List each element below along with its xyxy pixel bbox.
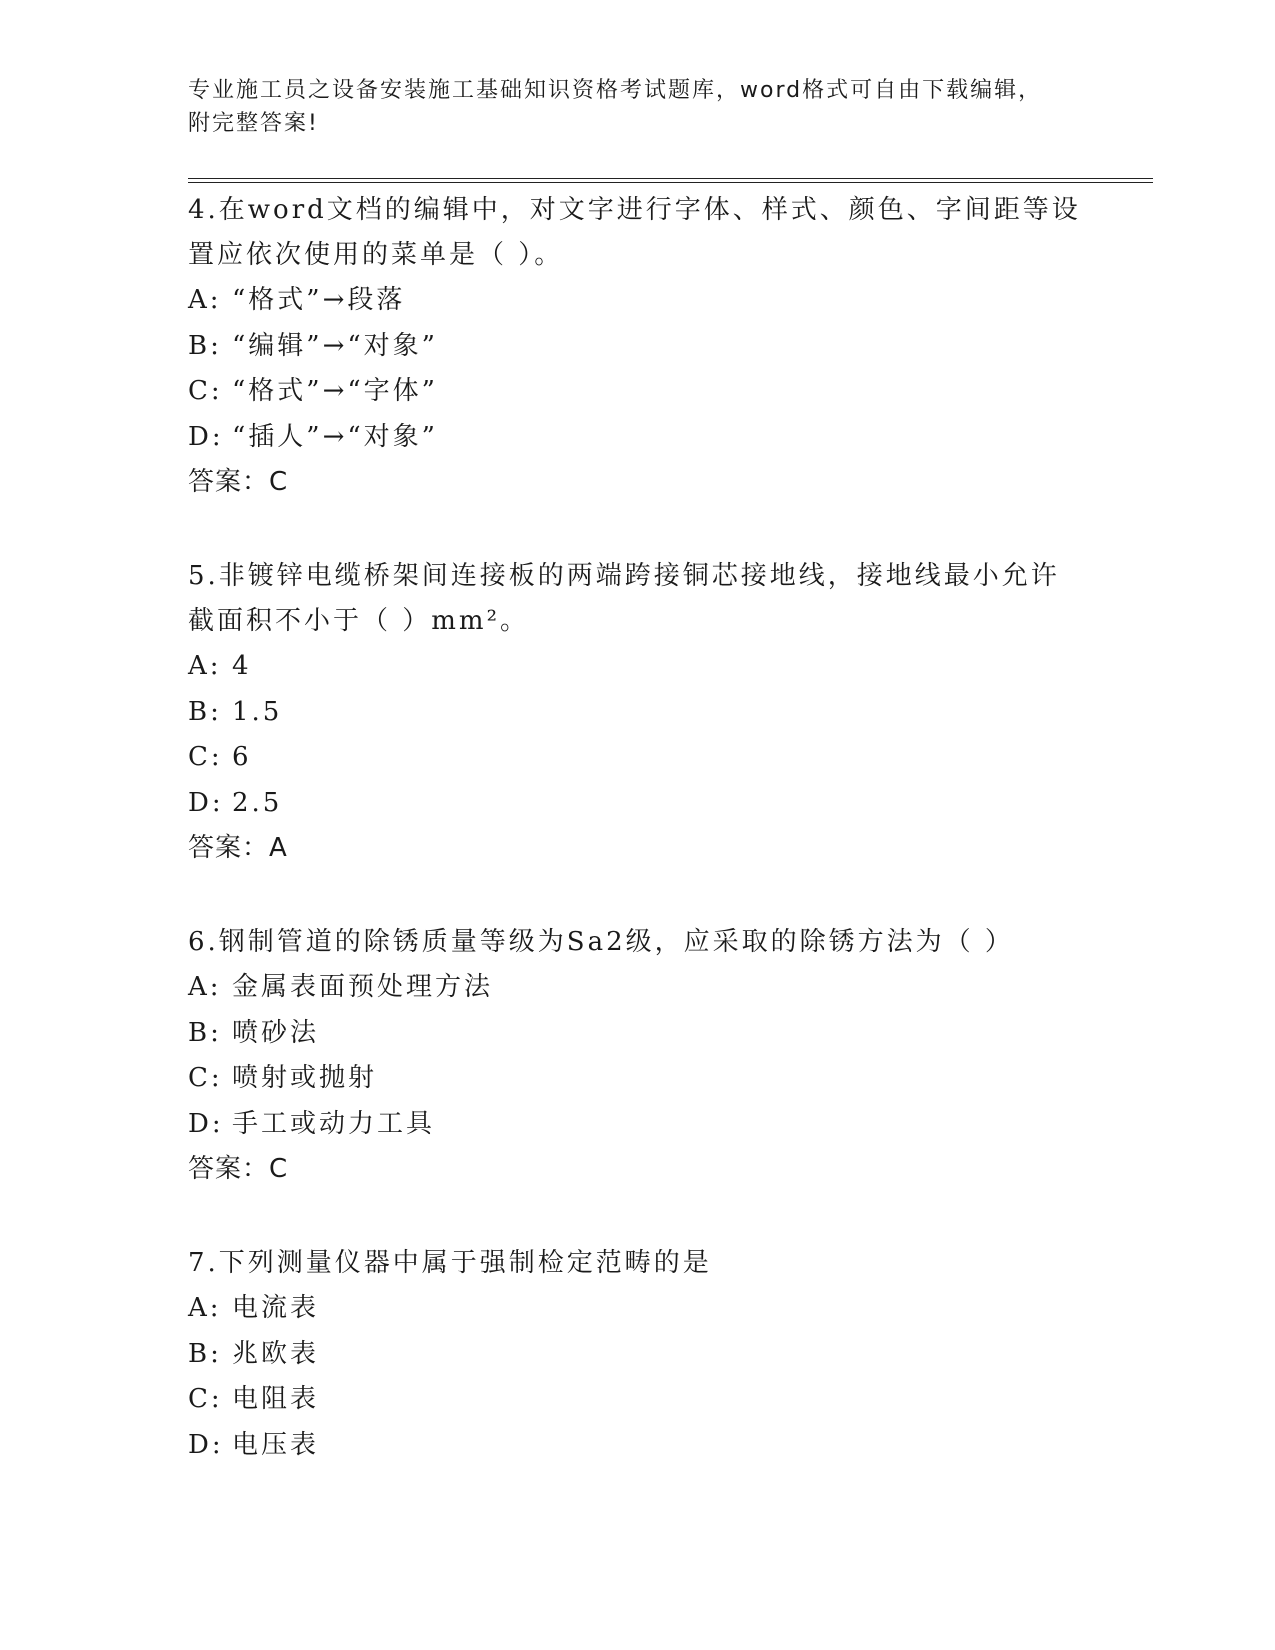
option-text: 1.5 [232, 696, 283, 727]
option-key: C: [188, 376, 223, 406]
answer-line: 答案：C [188, 1154, 289, 1184]
option-text: 喷砂法 [232, 1017, 320, 1048]
option-d [188, 415, 1088, 461]
answer-line: 答案：A [188, 833, 288, 863]
option-text: “插人”→“对象” [232, 421, 438, 452]
question-list [188, 186, 1088, 1468]
option-text: “格式”→段落 [232, 285, 406, 315]
option-text: 金属表面预处理方法 [232, 972, 494, 1002]
option-text: 兆欧表 [232, 1338, 320, 1369]
option-key: B: [188, 1338, 222, 1369]
question-7 [188, 1239, 1088, 1468]
option-key: B: [188, 1017, 222, 1048]
option-c [188, 735, 1088, 781]
option-a [188, 1286, 1088, 1332]
option-key: A: [188, 1293, 222, 1323]
option-text: 2.5 [232, 787, 283, 818]
option-a [188, 965, 1088, 1011]
question-4 [188, 186, 1088, 505]
option-key: C: [188, 1384, 223, 1414]
option-c [188, 1377, 1088, 1423]
option-d [188, 781, 1088, 827]
option-key: A: [188, 651, 222, 681]
option-b [188, 1011, 1088, 1057]
option-key: B: [188, 330, 222, 361]
option-text: 电压表 [232, 1429, 320, 1460]
question-stem: 6.钢制管道的除锈质量等级为Sa2级，应采取的除锈方法为（ ） [188, 927, 1014, 957]
option-b [188, 690, 1088, 736]
question-stem: 4.在word文档的编辑中，对文字进行字体、样式、颜色、字间距等设置应依次使用的菜单是（ ）。 [188, 195, 1081, 270]
option-text: “格式”→“字体” [232, 376, 438, 406]
option-text: “编辑”→“对象” [232, 330, 438, 361]
option-key: D: [188, 1429, 224, 1460]
header-line-1: 专业施工员之设备安装施工基础知识资格考试题库，word格式可自由下载编辑， [188, 78, 1043, 103]
option-b [188, 324, 1088, 370]
option-text: 电阻表 [232, 1384, 320, 1414]
option-text: 电流表 [232, 1293, 320, 1323]
question-5 [188, 552, 1088, 871]
header-line-2: 附完整答案! [188, 111, 319, 136]
option-key: A: [188, 285, 222, 315]
option-c [188, 369, 1088, 415]
option-c [188, 1056, 1088, 1102]
question-stem: 5.非镀锌电缆桥架间连接板的两端跨接铜芯接地线，接地线最小允许截面积不小于（ ）mm²。 [188, 561, 1060, 636]
option-key: B: [188, 696, 222, 727]
option-key: A: [188, 972, 222, 1002]
option-key: C: [188, 1063, 223, 1093]
option-a [188, 278, 1088, 324]
answer-line: 答案：C [188, 467, 289, 497]
option-key: D: [188, 421, 224, 452]
option-text: 喷射或抛射 [232, 1063, 378, 1093]
option-a [188, 644, 1088, 690]
option-d [188, 1423, 1088, 1469]
option-text: 手工或动力工具 [232, 1108, 436, 1139]
option-key: C: [188, 742, 223, 772]
document-header [188, 74, 1088, 140]
option-d [188, 1102, 1088, 1148]
question-stem: 7.下列测量仪器中属于强制检定范畴的是 [188, 1248, 712, 1278]
question-6 [188, 918, 1088, 1192]
option-b [188, 1332, 1088, 1378]
option-key: D: [188, 787, 224, 818]
option-key: D: [188, 1108, 224, 1139]
option-text: 4 [232, 651, 252, 681]
header-double-rule [188, 178, 1153, 183]
option-text: 6 [232, 742, 252, 772]
